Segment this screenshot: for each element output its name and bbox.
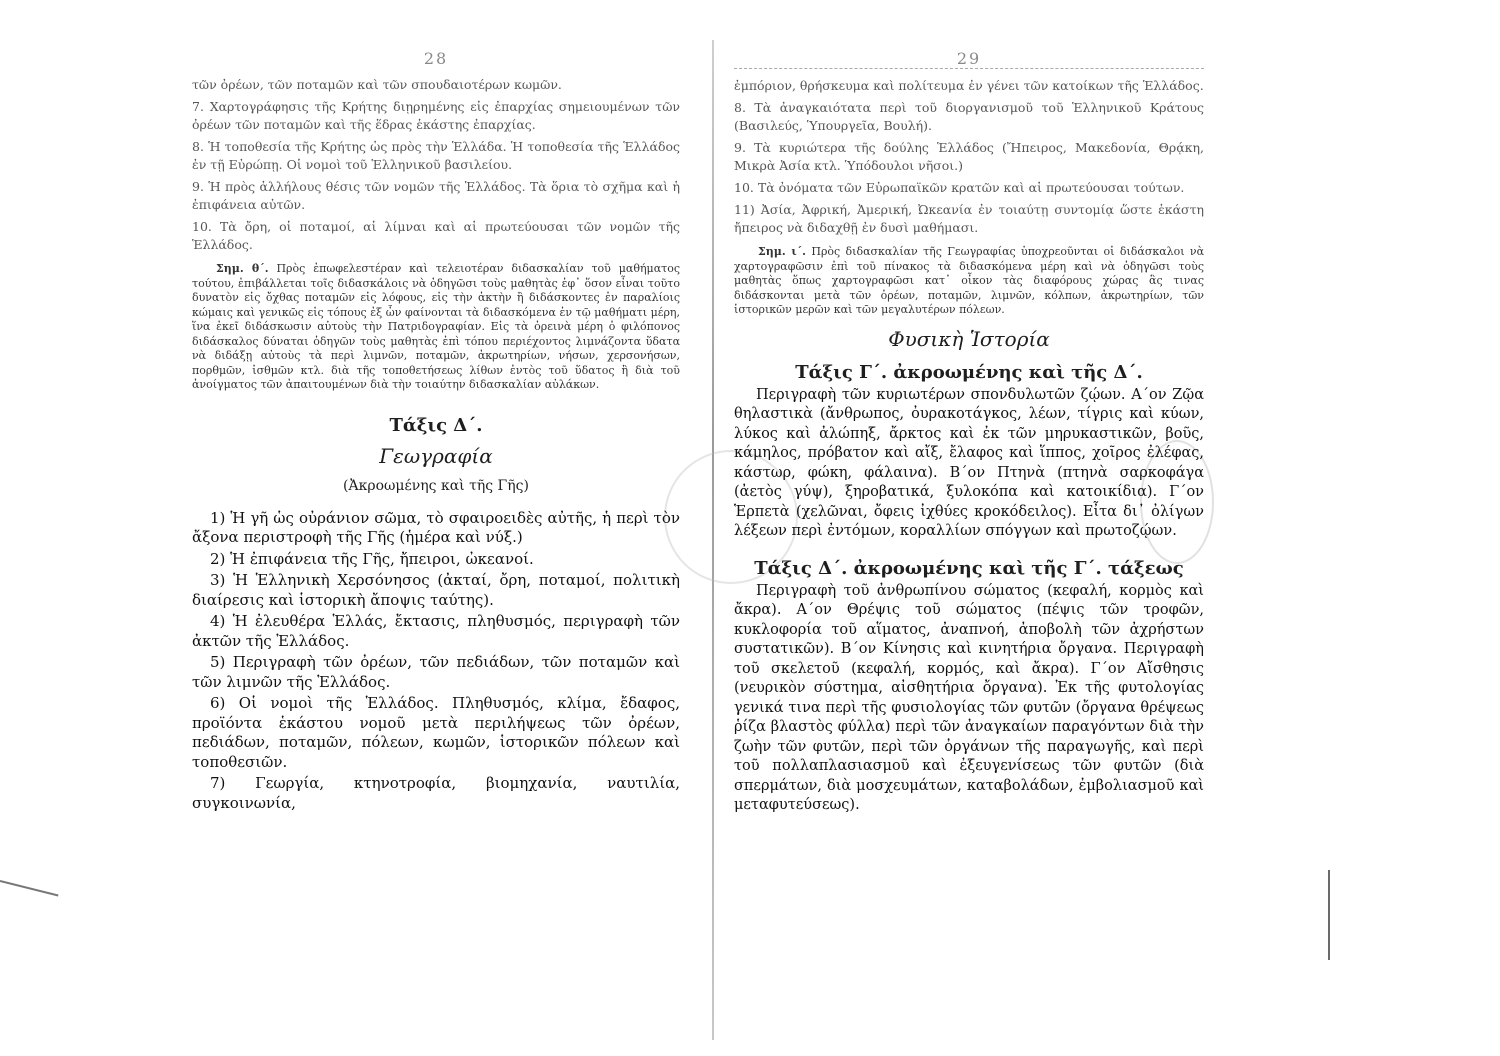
page-number: 29 <box>734 50 1204 69</box>
note-text: Πρὸς ἐπωφελεστέραν καὶ τελειοτέραν διδασκαλίαν τοῦ μαθήματος τούτου, ἐπιβάλλεται τοῖς διδασκάλοις νὰ ὁδηγῶσι τοὺς μαθητὰς ἐφ᾽ ὅσον εἶναι τοῦτο δυνατὸν εἰς ὄχθας ποταμῶν εἰς λόφους, εἰς τὴν ἀκτὴν ἢ διδάσκοντες ἐν παραλίοις κώμαις καὶ γενικῶς εἰς τόπους ἐξ ὧν φαίνονται τὰ διδασκόμενα ἐν τῷ μαθήματι μέρη, ἵνα ἐκεῖ διδάσκωσιν αὐτοὺς τὴν Πατριδογραφίαν. Εἰς τὰ ὀρεινὰ μέρη ὁ φιλόπονος διδάσκαλος δύναται ὁδηγῶν τοὺς μαθητὰς ἐπὶ τόπου περιέχοντος λιμνάζοντα ὕδατα νὰ διδάξῃ αὐτοὺς τὰ περὶ λιμνῶν, ποταμῶν, ἀκρωτηρίων, νήσων, χερσονήσων, πορθμῶν, ἰσθμῶν κτλ. διὰ τῆς τοποθετήσεως λίθων ἐντὸς τοῦ ὕδατος ἢ διὰ τοῦ ἀνοίγματος τῶν ἀπαιτουμένων διὰ τὴν τοιαύτην διδασκαλίαν αὐλάκων. <box>192 262 680 391</box>
section-heading: Τάξις Γ΄. ἀκροωμένης καὶ τῆς Δ΄. <box>795 361 1143 383</box>
text-line: 9. Τὰ κυριώτερα τῆς δούλης Ἑλλάδος (Ἤπειρος, Μακεδονία, Θρᾴκη, Μικρὰ Ἀσία κτλ. Ὑπόδουλοι νῆσοι.) <box>734 140 1204 173</box>
section-heading: Τάξις Δ΄. ἀκροωμένης καὶ τῆς Γ΄. τάξεως <box>754 557 1184 579</box>
section-text: Περιγραφὴ τῶν κυριωτέρων σπονδυλωτῶν ζῴων. Α΄ον Ζῷα θηλαστικὰ (ἄνθρωπος, ὀυρακοτάγκος, λέων, τίγρις καὶ κύων, λύκος καὶ ἀλώπηξ, ἄρκτος καὶ ἐκ τῶν μηρυκαστικῶν, βοῦς, κάμηλος, πρόβατον καὶ αἴξ, ἔλαφος καὶ ἵππος, χοῖρος ἐλέφας, κάστωρ, φώκη, φάλαινα). Β΄ον Πτηνὰ (πτηνὰ σαρκοφάγα (ἀετὸς γύψ), ξηροβατικά, ξυλοκόπα καὶ κατοικίδια). Γ΄ον Ἑρπετὰ (χελῶναι, ὄφεις ἰχθύες κροκόδειλος). Εἶτα δι᾽ ὀλίγων λέξεων περὶ ἐντόμων, κοραλλίων σπόγγων καὶ πρωτοζῴων. <box>734 386 1204 539</box>
right-page <box>734 50 1204 816</box>
note-label: Σημ. θ΄. <box>216 262 269 275</box>
class-heading: Τάξις Δ΄. <box>389 414 483 436</box>
footnote <box>734 245 1204 318</box>
footnote <box>192 262 680 393</box>
subtitle: (Ἀκροωμένης καὶ τῆς Γῆς) <box>343 477 529 494</box>
list-item: 2) Ἡ ἐπιφάνεια τῆς Γῆς, ἤπειροι, ὠκεανοί. <box>210 549 534 568</box>
list-item: 5) Περιγραφὴ τῶν ὀρέων, τῶν πεδιάδων, τῶν ποταμῶν καὶ τῶν λιμνῶν τῆς Ἑλλάδος. <box>192 653 680 691</box>
list-item: 6) Οἱ νομοὶ τῆς Ἑλλάδος. Πληθυσμός, κλίμα, ἔδαφος, προϊόντα ἑκάστου νομοῦ μετὰ περιλήψεως τῶν ὀρέων, πεδιάδων, ποταμῶν, πόλεων, κωμῶν, ἱστορικῶν πόλεων καὶ τοποθεσιῶν. <box>192 694 680 771</box>
margin-stroke <box>0 880 58 896</box>
list-item: 3) Ἡ Ἑλληνικὴ Χερσόνησος (ἀκταί, ὄρη, ποταμοί, πολιτικὴ διαίρεσις καὶ ἱστορικὴ ἄποψις ταύτης). <box>192 571 680 609</box>
list-item: 1) Ἡ γῆ ὡς οὐράνιον σῶμα, τὸ σφαιροειδὲς αὐτῆς, ἡ περὶ τὸν ἄξονα περιστροφὴ τῆς Γῆς (ἡμέρα καὶ νύξ.) <box>192 508 680 546</box>
list-item: 4) Ἡ ἐλευθέρα Ἑλλάς, ἔκτασις, πληθυσμός, περιγραφὴ τῶν ἀκτῶν τῆς Ἑλλάδος. <box>192 612 680 650</box>
text-line: 8. Ἡ τοποθεσία τῆς Κρήτης ὡς πρὸς τὴν Ἑλλάδα. Ἡ τοποθεσία τῆς Ἑλλάδος ἐν τῇ Εὐρώπῃ. Οἱ νομοὶ τοῦ Ἑλληνικοῦ βασιλείου. <box>192 139 680 172</box>
page-edge-line <box>1328 870 1330 960</box>
text-line: 7. Χαρτογράφησις τῆς Κρήτης διῃρημένης εἰς ἐπαρχίας σημειουμένων τῶν ὀρέων τῶν ποταμῶν καὶ τῆς ἕδρας ἑκάστης ἐπαρχίας. <box>192 99 680 132</box>
note-label: Σημ. ι΄. <box>758 245 806 258</box>
note-text: Πρὸς διδασκαλίαν τῆς Γεωγραφίας ὑποχρεοῦνται οἱ διδάσκαλοι νὰ χαρτογραφῶσιν ἐπὶ τοῦ πίνακος τὰ διδασκόμενα μέρη καὶ νὰ ὁδηγῶσι τοὺς μαθητὰς ὅπως χαρτογραφῶσι κατ᾽ οἶκον τὰς διαφόρους χώρας ἃς τινας διδάσκονται μετὰ τῶν ὀρέων, ποταμῶν, λιμνῶν, κόλπων, ἀκρωτηρίων, τῶν ἱστορικῶν μερῶν καὶ τῶν μεγαλυτέρων πόλεων. <box>734 245 1205 316</box>
text-line: ἐμπόριον, θρήσκευμα καὶ πολίτευμα ἐν γένει τῶν κατοίκων τῆς Ἑλλάδος. <box>734 78 1204 93</box>
text-line: 11) Ἀσία, Ἀφρική, Ἀμερική, Ὠκεανία ἐν τοιαύτῃ συντομίᾳ ὥστε ἑκάστη ἤπειρος νὰ διδαχθῇ ἐν δυσὶ μαθήμασι. <box>734 202 1204 235</box>
text-line: 9. Ἡ πρὸς ἀλλήλους θέσις τῶν νομῶν τῆς Ἑλλάδος. Τὰ ὅρια τὸ σχῆμα καὶ ἡ ἐπιφάνεια αὐτῶν. <box>192 179 680 212</box>
section-text: Περιγραφὴ τοῦ ἀνθρωπίνου σώματος (κεφαλή, κορμὸς καὶ ἄκρα). Α΄ον Θρέψις τοῦ σώματος (πέψις τῶν τροφῶν, κυκλοφορία τοῦ αἵματος, ἀναπνοή, ἀποβολὴ τῶν ἀχρήστων συστατικῶν). Β΄ον Κίνησις καὶ κινητήρια ὄργανα. Περιγραφὴ τοῦ σκελετοῦ (κεφαλή, κορμός, καὶ ἄκρα). Γ΄ον Αἴσθησις (νευρικὸν σύστημα, αἰσθητήρια ὄργανα). Ἐκ τῆς φυτολογίας γενικά τινα περὶ τῆς φυσιολογίας τῶν φυτῶν (ὄργανα θρέψεως ῥίζα βλαστὸς φύλλα) περὶ τῶν ἀναγκαίων παραγόντων διὰ τὴν ζωὴν τῶν φυτῶν, περὶ τῶν ὀργάνων τῆς παραγωγῆς, καὶ περὶ τοῦ πολλαπλασιασμοῦ καὶ ἐξευγενίσεως τῶν φυτῶν (διὰ σπερμάτων, διὰ μοσχευμάτων, καταβολάδων, ἐμβολιασμοῦ καὶ μεταφυτεύσεως). <box>734 582 1204 813</box>
text-line: 10. Τὰ ὀνόματα τῶν Εὐρωπαϊκῶν κρατῶν καὶ αἱ πρωτεύουσαι τούτων. <box>734 180 1185 195</box>
subject-title: Γεωγραφία <box>379 443 493 468</box>
left-page <box>192 50 680 815</box>
text-line: 10. Τὰ ὄρη, οἱ ποταμοί, αἱ λίμναι καὶ αἱ πρωτεύουσαι τῶν νομῶν τῆς Ἑλλάδος. <box>192 219 680 252</box>
subject-title: Φυσικὴ Ἱστορία <box>888 326 1050 351</box>
list-item: 7) Γεωργία, κτηνοτροφία, βιομηχανία, ναυτιλία, συγκοινωνία, <box>192 774 680 812</box>
text-line: τῶν ὀρέων, τῶν ποταμῶν καὶ τῶν σπουδαιοτέρων κωμῶν. <box>192 77 562 92</box>
page-number: 28 <box>423 49 449 68</box>
text-line: 8. Τὰ ἀναγκαιότατα περὶ τοῦ διοργανισμοῦ τοῦ Ἑλληνικοῦ Κράτους (Βασιλεύς, Ὑπουργεῖα, Βουλή). <box>734 100 1204 133</box>
